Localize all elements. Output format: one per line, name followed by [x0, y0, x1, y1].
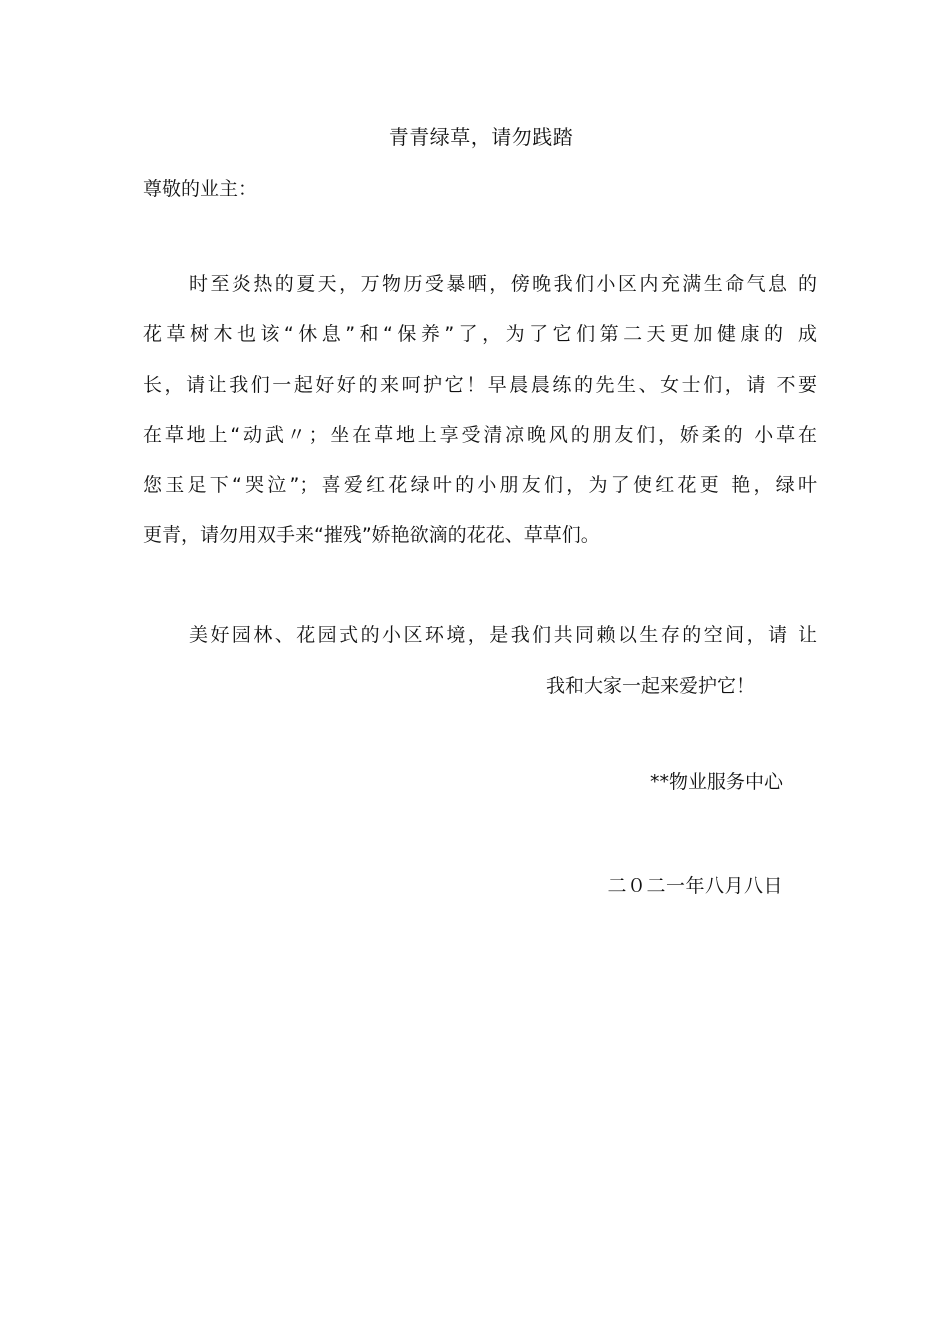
paragraph1-line: 在草地上“动武〃；坐在草地上享受清凉晚风的朋友们，娇柔的 小草在 — [143, 424, 817, 446]
paragraph1-line: 花草树木也该“休息”和“保养”了，为了它们第二天更加健康的 成 — [143, 323, 817, 345]
signature: **物业服务中心 — [649, 771, 783, 793]
date: 二０二一年八月八日 — [607, 875, 783, 897]
paragraph2-line: 美好园林、花园式的小区环境，是我们共同赖以生存的空间，请 让 — [189, 624, 817, 646]
salutation: 尊敬的业主： — [143, 178, 258, 200]
paragraph1-line: 您玉足下“哭泣”；喜爱红花绿叶的小朋友们，为了使红花更 艳，绿叶 — [143, 474, 817, 496]
paragraph1-line: 长，请让我们一起好好的来呵护它！早晨晨练的先生、女士们，请 不要 — [143, 374, 817, 396]
paragraph2-line: 我和大家一起来爱护它！ — [546, 675, 756, 697]
paragraph1-line: 时至炎热的夏天，万物历受暴晒，傍晚我们小区内充满生命气息 的 — [189, 273, 817, 295]
paragraph1-line: 更青，请勿用双手来“摧残”娇艳欲滴的花花、草草们。 — [143, 524, 600, 546]
document-title: 青青绿草，请勿践踏 — [388, 125, 574, 149]
